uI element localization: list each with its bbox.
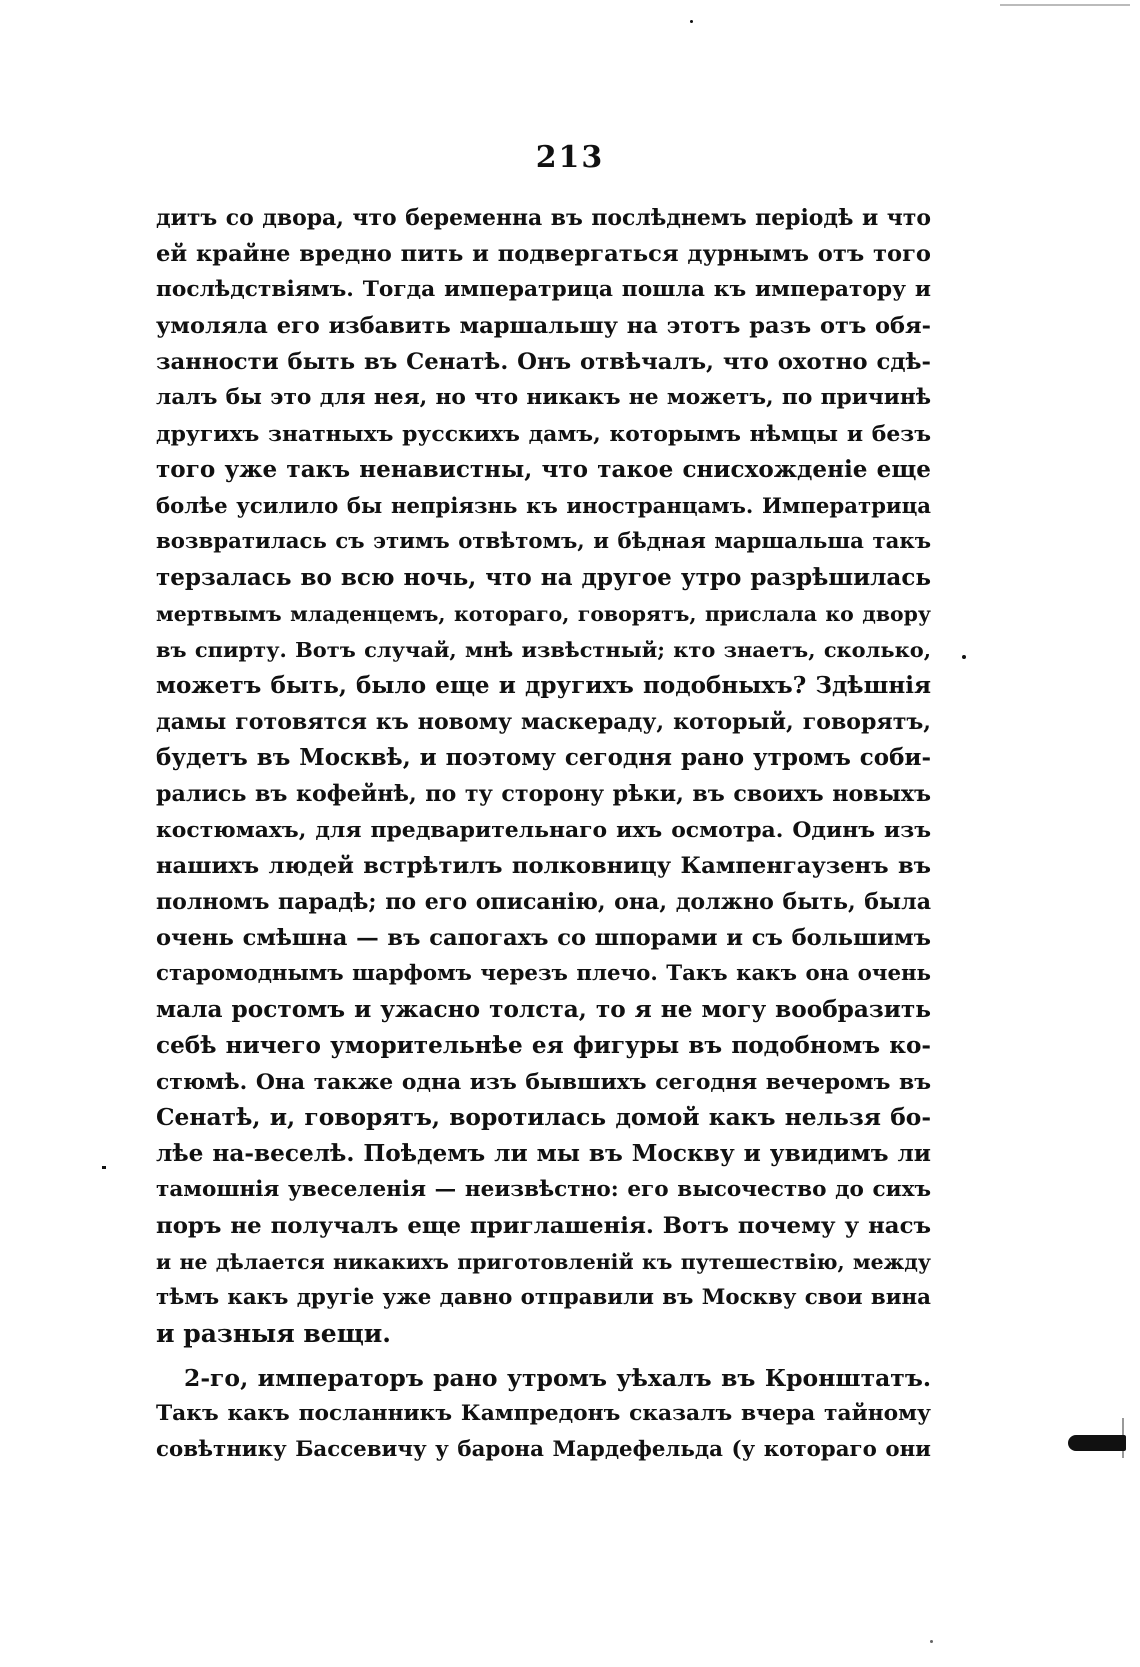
scan-top-rule <box>1000 4 1130 6</box>
text-line: себѣ ничего уморительнѣе ея фигуры въ подобномъ ко- <box>156 1032 931 1059</box>
text-line: лѣе на-веселѣ. Поѣдемъ ли мы въ Москву и увидимъ ли <box>156 1140 931 1167</box>
text-line: совѣтнику Бассевичу у барона Мардефельда (у котораго они <box>156 1437 931 1462</box>
scan-speck <box>690 20 693 23</box>
text-line: дамы готовятся къ новому маскераду, который, говорятъ, <box>156 709 931 735</box>
text-line: костюмахъ, для предварительнаго ихъ осмотра. Одинъ изъ <box>156 817 931 843</box>
scan-edge-mark <box>1068 1435 1126 1451</box>
text-line: можетъ быть, было еще и другихъ подобныхъ? Здѣшнія <box>156 672 931 699</box>
text-line: будетъ въ Москвѣ, и поэтому сегодня рано утромъ соби- <box>156 744 931 771</box>
text-line: мала ростомъ и ужасно толста, то я не могу вообразить <box>156 996 931 1023</box>
text-line: тѣмъ какъ другіе уже давно отправили въ Москву свои вина <box>156 1285 931 1310</box>
scan-speck <box>102 1166 106 1169</box>
text-line: и не дѣлается никакихъ приготовленій къ путешествію, между <box>156 1250 931 1274</box>
text-line: тамошнія увеселенія — неизвѣстно: его высочество до сихъ <box>156 1177 931 1202</box>
text-line: послѣдствіямъ. Тогда императрица пошла къ императору и <box>156 277 931 302</box>
text-line: нашихъ людей встрѣтилъ полковницу Кампенгаузенъ въ <box>156 853 931 879</box>
text-line: занности быть въ Сенатѣ. Онъ отвѣчалъ, что охотно сдѣ- <box>156 349 931 375</box>
text-line: и разныя вещи. <box>156 1319 391 1348</box>
text-line: Такъ какъ посланникъ Кампредонъ сказалъ вчера тайному <box>156 1401 931 1426</box>
text-line: возвратилась съ этимъ отвѣтомъ, и бѣдная маршальша такъ <box>156 529 931 554</box>
text-line: рались въ кофейнѣ, по ту сторону рѣки, въ своихъ новыхъ <box>156 781 931 807</box>
text-line: ей крайне вредно пить и подвергаться дурнымъ отъ того <box>156 241 931 267</box>
text-line: старомоднымъ шарфомъ черезъ плечо. Такъ какъ она очень <box>156 961 931 986</box>
text-line: поръ не получалъ еще приглашенія. Вотъ почему у насъ <box>156 1213 931 1239</box>
text-line: терзалась во всю ночь, что на другое утро разрѣшилась <box>156 564 931 591</box>
text-line: въ спирту. Вотъ случай, мнѣ извѣстный; кто знаетъ, сколько, <box>156 637 931 662</box>
text-line: умоляла его избавить маршальшу на этотъ разъ отъ обя- <box>156 313 931 339</box>
scan-speck <box>962 655 966 659</box>
text-line: стюмѣ. Она также одна изъ бывшихъ сегодня вечеромъ въ <box>156 1069 931 1095</box>
paragraph-break <box>156 1352 931 1360</box>
text-line: 2-го, императоръ рано утромъ уѣхалъ въ Кронштатъ. <box>184 1364 931 1392</box>
scan-speck <box>930 1640 933 1643</box>
text-line: лалъ бы это для нея, но что никакъ не можетъ, по причинѣ <box>156 385 931 410</box>
text-line: полномъ парадѣ; по его описанію, она, должно быть, была <box>156 889 931 915</box>
text-line: другихъ знатныхъ русскихъ дамъ, которымъ нѣмцы и безъ <box>156 421 931 447</box>
text-line: мертвымъ младенцемъ, котораго, говорятъ, прислала ко двору <box>156 602 931 626</box>
text-line: очень смѣшна — въ сапогахъ со шпорами и съ большимъ <box>156 925 931 951</box>
text-line: того уже такъ ненавистны, что такое снисхожденіе еще <box>156 456 931 483</box>
text-line: дитъ со двора, что беременна въ послѣднемъ періодѣ и что <box>156 205 931 231</box>
text-line: Сенатѣ, и, говорятъ, воротилась домой какъ нельзя бо- <box>156 1104 931 1131</box>
body-text <box>156 200 931 1468</box>
page-number: 213 <box>535 140 605 175</box>
text-line: болѣе усилило бы непріязнь къ иностранцамъ. Императрица <box>156 493 931 518</box>
